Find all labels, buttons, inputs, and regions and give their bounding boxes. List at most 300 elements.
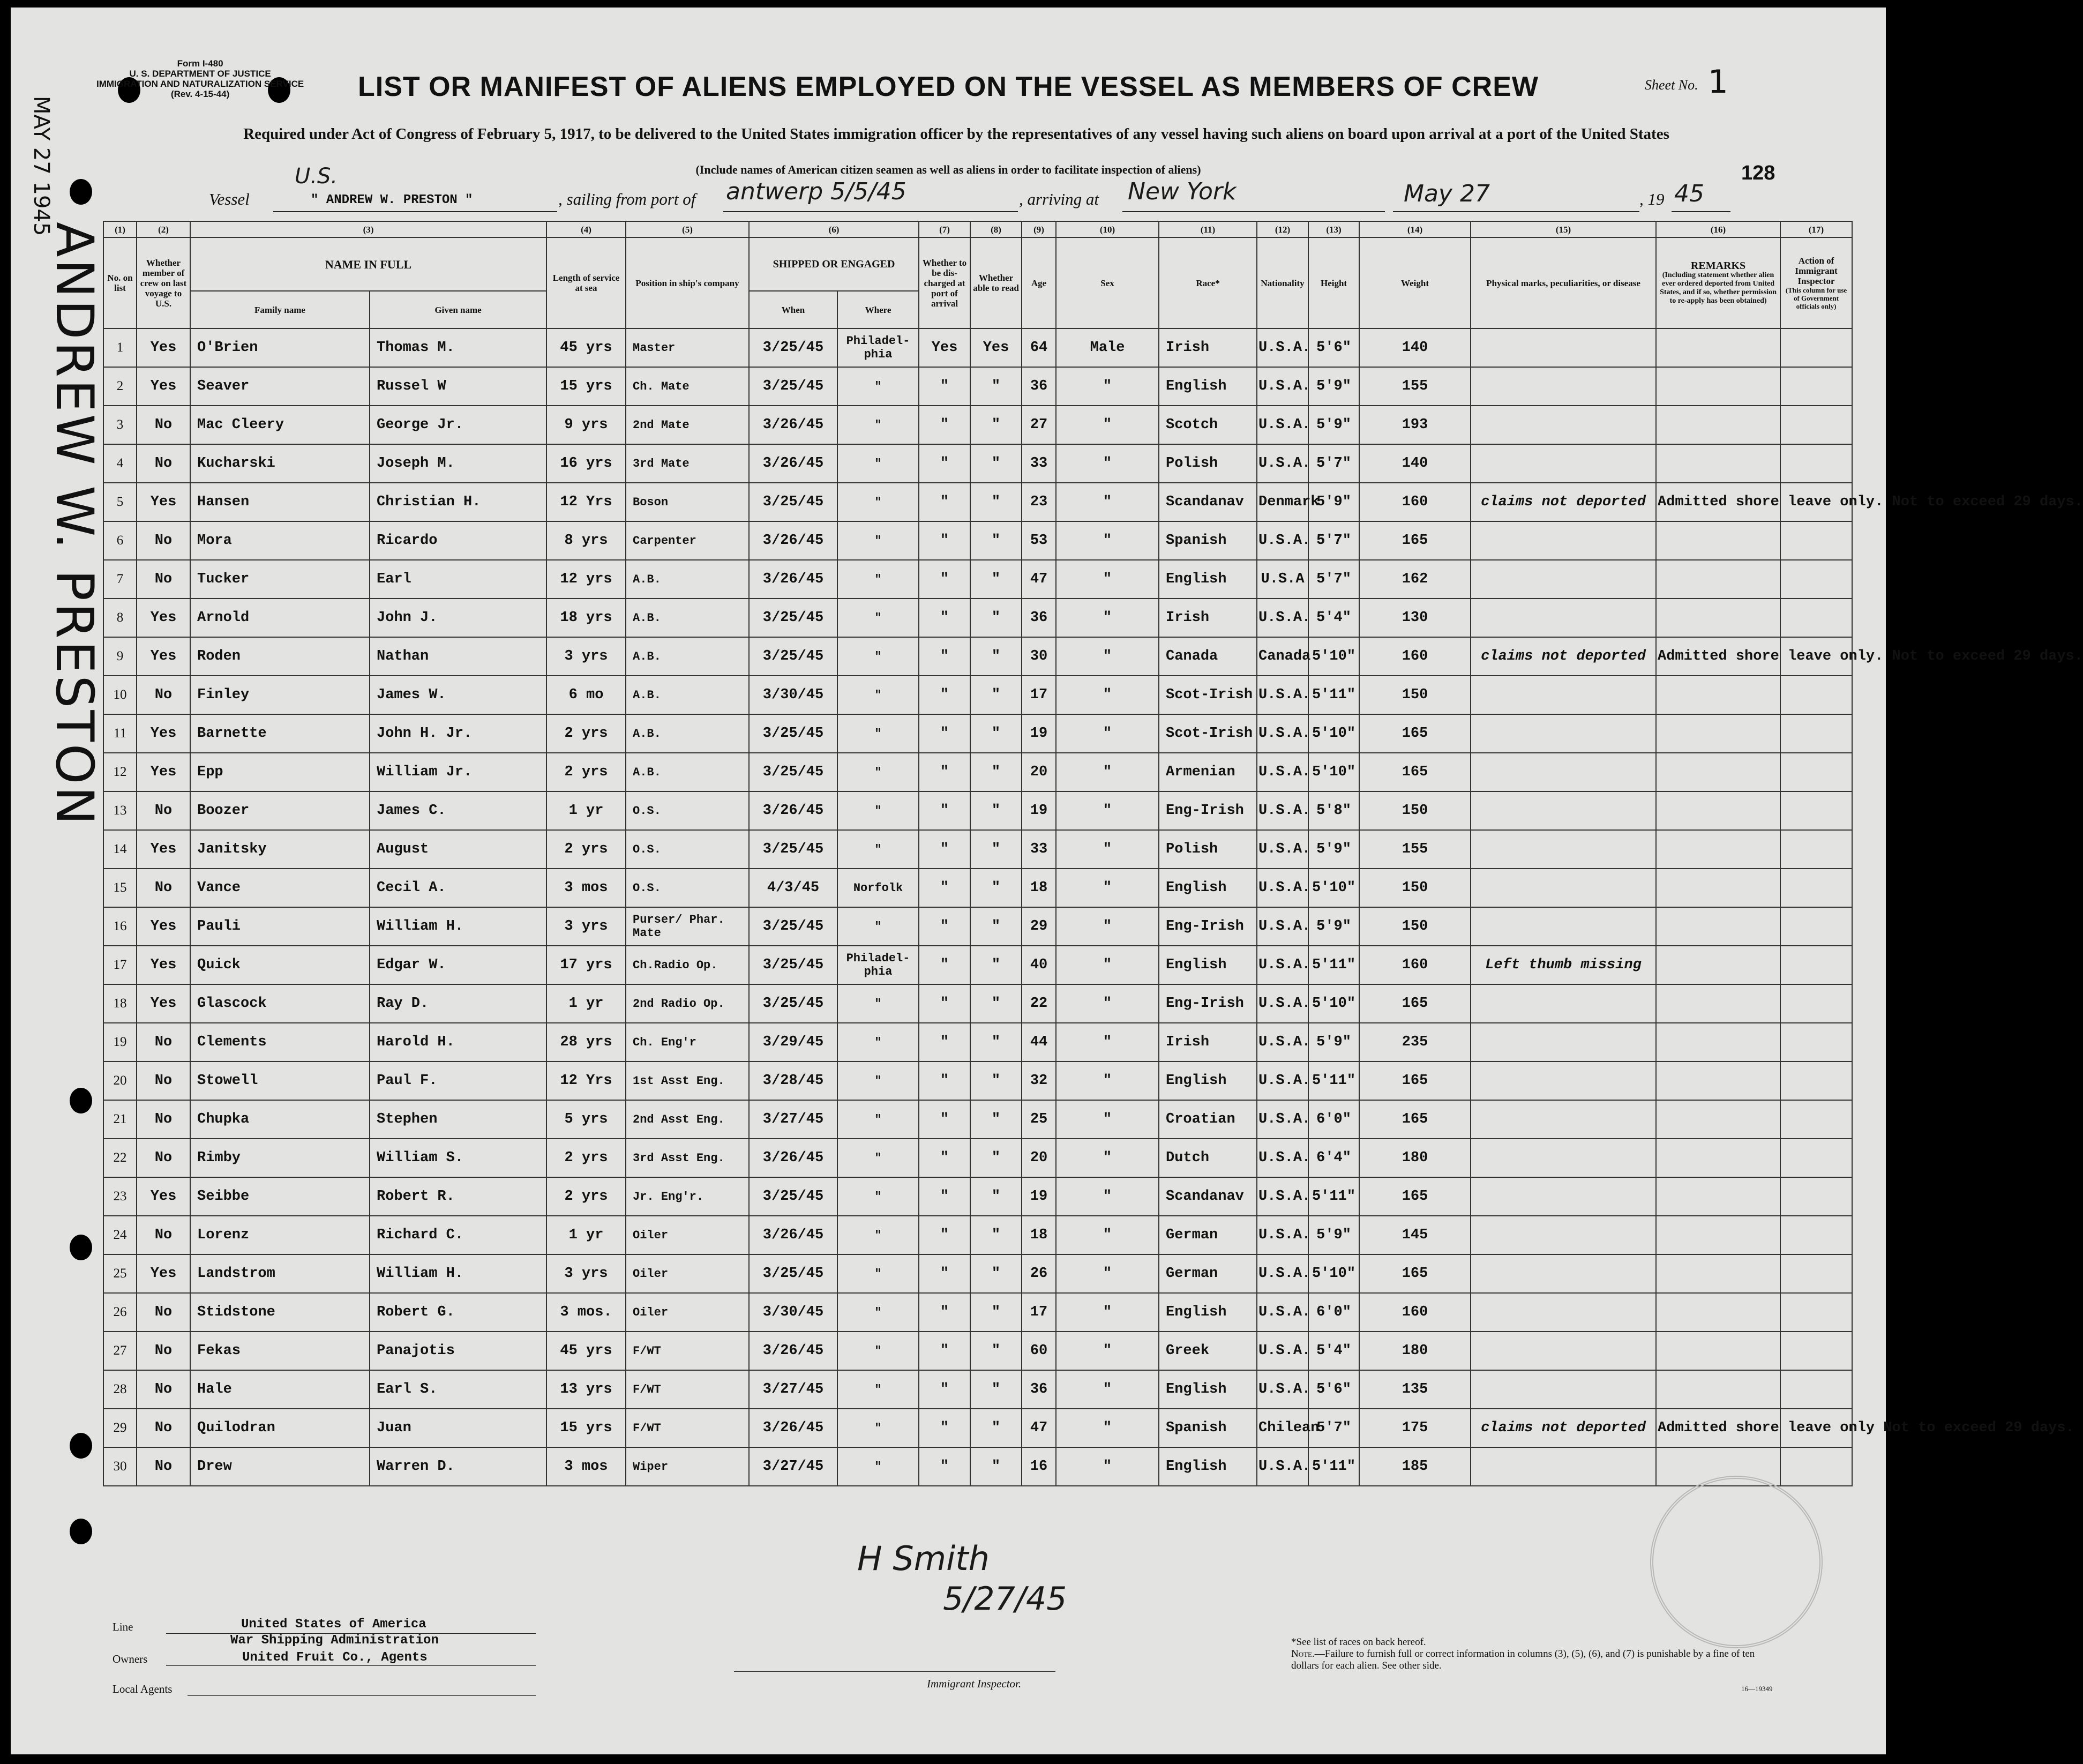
header-no: No. on list xyxy=(103,237,137,328)
able-to-read-cell: " xyxy=(970,714,1022,753)
member-last-voyage-cell: Yes xyxy=(137,1254,190,1293)
given-name-cell: Panajotis xyxy=(370,1332,546,1370)
member-last-voyage-cell: No xyxy=(137,1447,190,1486)
sex-cell: " xyxy=(1056,560,1159,599)
position-cell: Boson xyxy=(626,483,749,521)
discharged-cell: " xyxy=(919,637,970,676)
member-last-voyage-cell: No xyxy=(137,1100,190,1139)
age-cell: 22 xyxy=(1022,984,1056,1023)
inspector-action-cell xyxy=(1780,1100,1852,1139)
length-of-service-cell: 1 yr xyxy=(546,1216,626,1254)
line-value: United States of America xyxy=(241,1617,426,1632)
length-of-service-cell: 12 Yrs xyxy=(546,1062,626,1100)
given-name-cell: George Jr. xyxy=(370,406,546,444)
given-name-cell: John J. xyxy=(370,599,546,637)
age-cell: 36 xyxy=(1022,1370,1056,1409)
row-number-cell: 25 xyxy=(103,1254,137,1293)
shipped-where-cell: " xyxy=(837,599,919,637)
footer-notes xyxy=(1291,1636,1784,1672)
position-cell: Jr. Eng'r. xyxy=(626,1177,749,1216)
inspector-signature: H Smith xyxy=(857,1539,990,1578)
family-name-cell: Quilodran xyxy=(190,1409,370,1447)
weight-cell: 135 xyxy=(1359,1370,1471,1409)
remarks-cell xyxy=(1656,1177,1780,1216)
race-cell: English xyxy=(1159,1447,1257,1486)
height-cell: 5'10" xyxy=(1308,637,1359,676)
able-to-read-cell: " xyxy=(970,367,1022,406)
shipped-when-cell: 3/25/45 xyxy=(749,483,837,521)
member-last-voyage-cell: Yes xyxy=(137,907,190,946)
year-prefix: , 19 xyxy=(1639,190,1665,208)
position-cell: Ch.Radio Op. xyxy=(626,946,749,984)
member-last-voyage-cell: No xyxy=(137,869,190,907)
arrival-year: 45 xyxy=(1674,180,1704,207)
family-name-cell: Fekas xyxy=(190,1332,370,1370)
table-row xyxy=(103,676,1852,714)
race-cell: English xyxy=(1159,946,1257,984)
inspector-action-cell xyxy=(1780,1177,1852,1216)
member-last-voyage-cell: Yes xyxy=(137,367,190,406)
length-of-service-cell: 3 mos. xyxy=(546,1293,626,1332)
discharged-cell: " xyxy=(919,830,970,869)
discharged-cell: " xyxy=(919,1216,970,1254)
member-last-voyage-cell: Yes xyxy=(137,714,190,753)
table-row xyxy=(103,753,1852,791)
table-row xyxy=(103,1062,1852,1100)
table-row xyxy=(103,946,1852,984)
length-of-service-cell: 3 yrs xyxy=(546,637,626,676)
sex-cell: " xyxy=(1056,984,1159,1023)
height-cell: 5'7" xyxy=(1308,1409,1359,1447)
race-cell: German xyxy=(1159,1216,1257,1254)
header-member: Whether member of crew on last voyage to U.S. xyxy=(137,237,190,328)
physical-marks-cell xyxy=(1471,676,1656,714)
discharged-cell: " xyxy=(919,1100,970,1139)
given-name-cell: John H. Jr. xyxy=(370,714,546,753)
shipped-when-cell: 3/26/45 xyxy=(749,521,837,560)
member-last-voyage-cell: No xyxy=(137,1332,190,1370)
shipped-where-cell: " xyxy=(837,1370,919,1409)
nationality-cell: U.S.A. xyxy=(1257,1332,1308,1370)
nationality-cell: U.S.A. xyxy=(1257,444,1308,483)
member-last-voyage-cell: No xyxy=(137,676,190,714)
shipped-when-cell: 3/25/45 xyxy=(749,946,837,984)
table-row xyxy=(103,1409,1852,1447)
row-number-cell: 10 xyxy=(103,676,137,714)
inspector-action-cell xyxy=(1780,444,1852,483)
able-to-read-cell: " xyxy=(970,444,1022,483)
race-cell: Eng-Irish xyxy=(1159,984,1257,1023)
race-cell: Irish xyxy=(1159,1023,1257,1062)
sex-cell: " xyxy=(1056,676,1159,714)
length-of-service-cell: 9 yrs xyxy=(546,406,626,444)
race-cell: Spanish xyxy=(1159,1409,1257,1447)
table-row xyxy=(103,1177,1852,1216)
height-cell: 5'9" xyxy=(1308,1216,1359,1254)
physical-marks-cell xyxy=(1471,599,1656,637)
sex-cell: " xyxy=(1056,1254,1159,1293)
row-number-cell: 19 xyxy=(103,1023,137,1062)
length-of-service-cell: 18 yrs xyxy=(546,599,626,637)
inspector-action-cell xyxy=(1780,599,1852,637)
weight-cell: 165 xyxy=(1359,1177,1471,1216)
able-to-read-cell: " xyxy=(970,1062,1022,1100)
given-name-cell: Harold H. xyxy=(370,1023,546,1062)
action-title: Action of Immigrant Inspector xyxy=(1795,256,1838,286)
race-cell: English xyxy=(1159,1062,1257,1100)
include-note: (Include names of American citizen seamen as well as aliens in order to facilitate inspection of aliens) xyxy=(695,163,1201,176)
table-row xyxy=(103,328,1852,367)
age-cell: 19 xyxy=(1022,1177,1056,1216)
length-of-service-cell: 2 yrs xyxy=(546,714,626,753)
weight-cell: 162 xyxy=(1359,560,1471,599)
weight-cell: 165 xyxy=(1359,984,1471,1023)
age-cell: 26 xyxy=(1022,1254,1056,1293)
able-to-read-cell: " xyxy=(970,984,1022,1023)
sex-cell: " xyxy=(1056,714,1159,753)
row-number-cell: 27 xyxy=(103,1332,137,1370)
able-to-read-cell: " xyxy=(970,406,1022,444)
col-num: (15) xyxy=(1471,221,1656,237)
family-name-cell: Drew xyxy=(190,1447,370,1486)
nationality-cell: Chilean xyxy=(1257,1409,1308,1447)
weight-cell: 180 xyxy=(1359,1139,1471,1177)
punch-hole xyxy=(70,1088,92,1113)
nationality-cell: U.S.A. xyxy=(1257,1370,1308,1409)
physical-marks-cell xyxy=(1471,1332,1656,1370)
sex-cell: " xyxy=(1056,1447,1159,1486)
sex-cell: " xyxy=(1056,1409,1159,1447)
nationality-cell: U.S.A. xyxy=(1257,984,1308,1023)
family-name-cell: Stidstone xyxy=(190,1293,370,1332)
sex-cell: " xyxy=(1056,637,1159,676)
family-name-cell: Seibbe xyxy=(190,1177,370,1216)
age-cell: 20 xyxy=(1022,1139,1056,1177)
family-name-cell: Chupka xyxy=(190,1100,370,1139)
sailing-port: antwerp 5/5/45 xyxy=(726,178,906,205)
shipped-where-cell: " xyxy=(837,676,919,714)
nationality-cell: Denmark xyxy=(1257,483,1308,521)
weight-cell: 165 xyxy=(1359,521,1471,560)
shipped-where-cell: " xyxy=(837,406,919,444)
position-cell: Ch. Mate xyxy=(626,367,749,406)
sailing-label: , sailing from port of xyxy=(558,190,696,208)
race-cell: Scotch xyxy=(1159,406,1257,444)
member-last-voyage-cell: No xyxy=(137,1293,190,1332)
position-cell: O.S. xyxy=(626,791,749,830)
able-to-read-cell: " xyxy=(970,560,1022,599)
given-name-cell: Ricardo xyxy=(370,521,546,560)
shipped-when-cell: 3/30/45 xyxy=(749,1293,837,1332)
inspector-action-cell xyxy=(1780,676,1852,714)
physical-marks-cell: Left thumb missing xyxy=(1471,946,1656,984)
col-num: (3) xyxy=(190,221,546,237)
age-cell: 29 xyxy=(1022,907,1056,946)
table-row xyxy=(103,1100,1852,1139)
inspector-action-cell xyxy=(1780,1062,1852,1100)
discharged-cell: " xyxy=(919,1409,970,1447)
crew-manifest-table xyxy=(103,221,2083,1486)
height-cell: 5'7" xyxy=(1308,521,1359,560)
physical-marks-cell: claims not deported xyxy=(1471,1409,1656,1447)
length-of-service-cell: 3 yrs xyxy=(546,907,626,946)
remarks-cell xyxy=(1656,907,1780,946)
member-last-voyage-cell: No xyxy=(137,406,190,444)
length-of-service-cell: 3 yrs xyxy=(546,1254,626,1293)
height-cell: 5'11" xyxy=(1308,1177,1359,1216)
table-row xyxy=(103,1023,1852,1062)
punch-hole xyxy=(70,1519,92,1544)
family-name-cell: Mora xyxy=(190,521,370,560)
weight-cell: 165 xyxy=(1359,1254,1471,1293)
shipped-when-cell: 3/27/45 xyxy=(749,1370,837,1409)
page-title: LIST OR MANIFEST OF ALIENS EMPLOYED ON THE VESSEL AS MEMBERS OF CREW xyxy=(358,71,1539,102)
race-cell: Scandanav xyxy=(1159,1177,1257,1216)
discharged-cell: " xyxy=(919,444,970,483)
shipped-where-cell: " xyxy=(837,1062,919,1100)
shipped-where-cell: " xyxy=(837,1254,919,1293)
physical-marks-cell xyxy=(1471,1216,1656,1254)
family-name-cell: Mac Cleery xyxy=(190,406,370,444)
discharged-cell: " xyxy=(919,907,970,946)
remarks-cell xyxy=(1656,984,1780,1023)
row-number-cell: 16 xyxy=(103,907,137,946)
age-cell: 17 xyxy=(1022,1293,1056,1332)
race-cell: Scandanav xyxy=(1159,483,1257,521)
header-family: Family name xyxy=(190,291,370,328)
able-to-read-cell: " xyxy=(970,676,1022,714)
discharged-cell: " xyxy=(919,676,970,714)
remarks-cell: Admitted shore leave only. Not to exceed 29 days. xyxy=(1656,637,1780,676)
shipped-where-cell: " xyxy=(837,1293,919,1332)
inspector-action-cell xyxy=(1780,328,1852,367)
length-of-service-cell: 28 yrs xyxy=(546,1023,626,1062)
nationality-cell: U.S.A. xyxy=(1257,791,1308,830)
age-cell: 18 xyxy=(1022,1216,1056,1254)
race-cell: Irish xyxy=(1159,599,1257,637)
table-row xyxy=(103,1254,1852,1293)
col-num: (9) xyxy=(1022,221,1056,237)
position-cell: Wiper xyxy=(626,1447,749,1486)
note-text: —Failure to furnish full or correct information in columns (3), (5), (6), and (7) is punishable by a fine of ten dollars for each alien. See other side. xyxy=(1291,1648,1755,1671)
table-row xyxy=(103,1332,1852,1370)
physical-marks-cell xyxy=(1471,753,1656,791)
height-cell: 6'0" xyxy=(1308,1100,1359,1139)
physical-marks-cell xyxy=(1471,444,1656,483)
given-name-cell: August xyxy=(370,830,546,869)
length-of-service-cell: 3 mos xyxy=(546,1447,626,1486)
shipped-where-cell: " xyxy=(837,984,919,1023)
inspector-action-cell xyxy=(1780,714,1852,753)
family-name-cell: Arnold xyxy=(190,599,370,637)
discharged-cell: " xyxy=(919,560,970,599)
row-number-cell: 5 xyxy=(103,483,137,521)
row-number-cell: 13 xyxy=(103,791,137,830)
row-number-cell: 29 xyxy=(103,1409,137,1447)
member-last-voyage-cell: No xyxy=(137,521,190,560)
shipped-where-cell: " xyxy=(837,1216,919,1254)
header-discharged: Whether to be dis-charged at port of arrival xyxy=(919,237,970,328)
weight-cell: 193 xyxy=(1359,406,1471,444)
page-number: 128 xyxy=(1741,162,1775,184)
position-cell: 2nd Radio Op. xyxy=(626,984,749,1023)
shipped-where-cell: " xyxy=(837,637,919,676)
family-name-cell: Tucker xyxy=(190,560,370,599)
family-name-cell: Pauli xyxy=(190,907,370,946)
discharged-cell: " xyxy=(919,406,970,444)
position-cell: Oiler xyxy=(626,1216,749,1254)
department: U. S. DEPARTMENT OF JUSTICE xyxy=(129,69,271,79)
inspector-action-cell xyxy=(1780,1216,1852,1254)
nationality-cell: U.S.A. xyxy=(1257,1216,1308,1254)
sex-cell: " xyxy=(1056,483,1159,521)
form-number: Form I-480 xyxy=(177,58,223,69)
remarks-cell: Admitted shore leave only. Not to exceed 29 days. xyxy=(1656,483,1780,521)
header-position: Position in ship's company xyxy=(626,237,749,328)
nationality-cell: U.S.A. xyxy=(1257,1293,1308,1332)
age-cell: 18 xyxy=(1022,869,1056,907)
race-cell: English xyxy=(1159,560,1257,599)
age-cell: 20 xyxy=(1022,753,1056,791)
row-number-cell: 22 xyxy=(103,1139,137,1177)
given-name-cell: Russel W xyxy=(370,367,546,406)
able-to-read-cell: " xyxy=(970,1293,1022,1332)
age-cell: 36 xyxy=(1022,367,1056,406)
sex-cell: " xyxy=(1056,1293,1159,1332)
punch-hole xyxy=(70,1235,92,1260)
given-name-cell: Warren D. xyxy=(370,1447,546,1486)
row-number-cell: 4 xyxy=(103,444,137,483)
able-to-read-cell: " xyxy=(970,1100,1022,1139)
row-number-cell: 6 xyxy=(103,521,137,560)
shipped-where-cell: Philadel-phia xyxy=(837,328,919,367)
table-row xyxy=(103,1447,1852,1486)
discharged-cell: " xyxy=(919,984,970,1023)
row-number-cell: 26 xyxy=(103,1293,137,1332)
sheet-number-value: 1 xyxy=(1707,63,1728,101)
nationality-cell: U.S.A. xyxy=(1257,676,1308,714)
sex-cell: " xyxy=(1056,444,1159,483)
shipped-when-cell: 3/25/45 xyxy=(749,714,837,753)
height-cell: 5'11" xyxy=(1308,1447,1359,1486)
physical-marks-cell: claims not deported xyxy=(1471,637,1656,676)
nationality-cell: U.S.A. xyxy=(1257,907,1308,946)
physical-marks-cell xyxy=(1471,984,1656,1023)
embossed-seal xyxy=(1650,1476,1823,1648)
race-cell: Polish xyxy=(1159,830,1257,869)
revision: (Rev. 4-15-44) xyxy=(170,89,230,99)
race-cell: Scot-Irish xyxy=(1159,676,1257,714)
discharged-cell: " xyxy=(919,483,970,521)
weight-cell: 130 xyxy=(1359,599,1471,637)
remarks-sub: (Including statement whether alien ever ordered deported from United States, and if so, whether permission to re-apply has been obtained) xyxy=(1660,271,1777,305)
inspector-action-cell xyxy=(1780,1293,1852,1332)
remarks-cell xyxy=(1656,1062,1780,1100)
height-cell: 5'9" xyxy=(1308,907,1359,946)
arriving-label: , arriving at xyxy=(1019,190,1099,208)
sex-cell: " xyxy=(1056,830,1159,869)
header-read: Whether able to read xyxy=(970,237,1022,328)
length-of-service-cell: 5 yrs xyxy=(546,1100,626,1139)
length-of-service-cell: 3 mos xyxy=(546,869,626,907)
family-name-cell: Janitsky xyxy=(190,830,370,869)
weight-cell: 155 xyxy=(1359,830,1471,869)
remarks-cell xyxy=(1656,521,1780,560)
age-cell: 27 xyxy=(1022,406,1056,444)
remarks-cell: Admitted shore leave only Not to exceed 29 days. xyxy=(1656,1409,1780,1447)
table-row xyxy=(103,637,1852,676)
nationality-cell: U.S.A. xyxy=(1257,1023,1308,1062)
length-of-service-cell: 2 yrs xyxy=(546,753,626,791)
shipped-when-cell: 3/26/45 xyxy=(749,444,837,483)
weight-cell: 160 xyxy=(1359,637,1471,676)
age-cell: 64 xyxy=(1022,328,1056,367)
sex-cell: " xyxy=(1056,1370,1159,1409)
shipped-where-cell: " xyxy=(837,1447,919,1486)
nationality-cell: U.S.A. xyxy=(1257,521,1308,560)
member-last-voyage-cell: No xyxy=(137,1370,190,1409)
race-cell: Dutch xyxy=(1159,1139,1257,1177)
inspector-action-cell xyxy=(1780,1370,1852,1409)
race-cell: Croatian xyxy=(1159,1100,1257,1139)
race-cell: Canada xyxy=(1159,637,1257,676)
shipped-where-cell: " xyxy=(837,1177,919,1216)
length-of-service-cell: 45 yrs xyxy=(546,328,626,367)
shipped-when-cell: 3/26/45 xyxy=(749,791,837,830)
age-cell: 60 xyxy=(1022,1332,1056,1370)
weight-cell: 175 xyxy=(1359,1409,1471,1447)
discharged-cell: " xyxy=(919,1447,970,1486)
member-last-voyage-cell: Yes xyxy=(137,984,190,1023)
row-number-cell: 8 xyxy=(103,599,137,637)
member-last-voyage-cell: No xyxy=(137,1409,190,1447)
able-to-read-cell: " xyxy=(970,1370,1022,1409)
remarks-cell xyxy=(1656,367,1780,406)
given-name-cell: James W. xyxy=(370,676,546,714)
physical-marks-cell xyxy=(1471,1447,1656,1486)
header-name-in-full: NAME IN FULL xyxy=(190,237,546,291)
length-of-service-cell: 1 yr xyxy=(546,984,626,1023)
race-cell: English xyxy=(1159,1293,1257,1332)
able-to-read-cell: " xyxy=(970,907,1022,946)
sex-cell: " xyxy=(1056,753,1159,791)
shipped-when-cell: 3/25/45 xyxy=(749,907,837,946)
physical-marks-cell xyxy=(1471,1177,1656,1216)
able-to-read-cell: " xyxy=(970,753,1022,791)
shipped-where-cell: " xyxy=(837,444,919,483)
weight-cell: 235 xyxy=(1359,1023,1471,1062)
local-agents-label: Local Agents xyxy=(113,1683,173,1695)
vessel-prefix-handwritten: U.S. xyxy=(295,164,338,189)
discharged-cell: " xyxy=(919,753,970,791)
signature-date: 5/27/45 xyxy=(943,1580,1067,1618)
family-name-cell: Quick xyxy=(190,946,370,984)
height-cell: 5'4" xyxy=(1308,1332,1359,1370)
age-cell: 19 xyxy=(1022,714,1056,753)
remarks-cell xyxy=(1656,1023,1780,1062)
height-cell: 5'10" xyxy=(1308,869,1359,907)
physical-marks-cell xyxy=(1471,328,1656,367)
inspector-action-cell xyxy=(1780,406,1852,444)
shipped-when-cell: 3/30/45 xyxy=(749,676,837,714)
nationality-cell: U.S.A. xyxy=(1257,753,1308,791)
discharged-cell: " xyxy=(919,869,970,907)
family-name-cell: Glascock xyxy=(190,984,370,1023)
height-cell: 5'9" xyxy=(1308,483,1359,521)
height-cell: 6'4" xyxy=(1308,1139,1359,1177)
table-row xyxy=(103,560,1852,599)
shipped-when-cell: 3/28/45 xyxy=(749,1062,837,1100)
